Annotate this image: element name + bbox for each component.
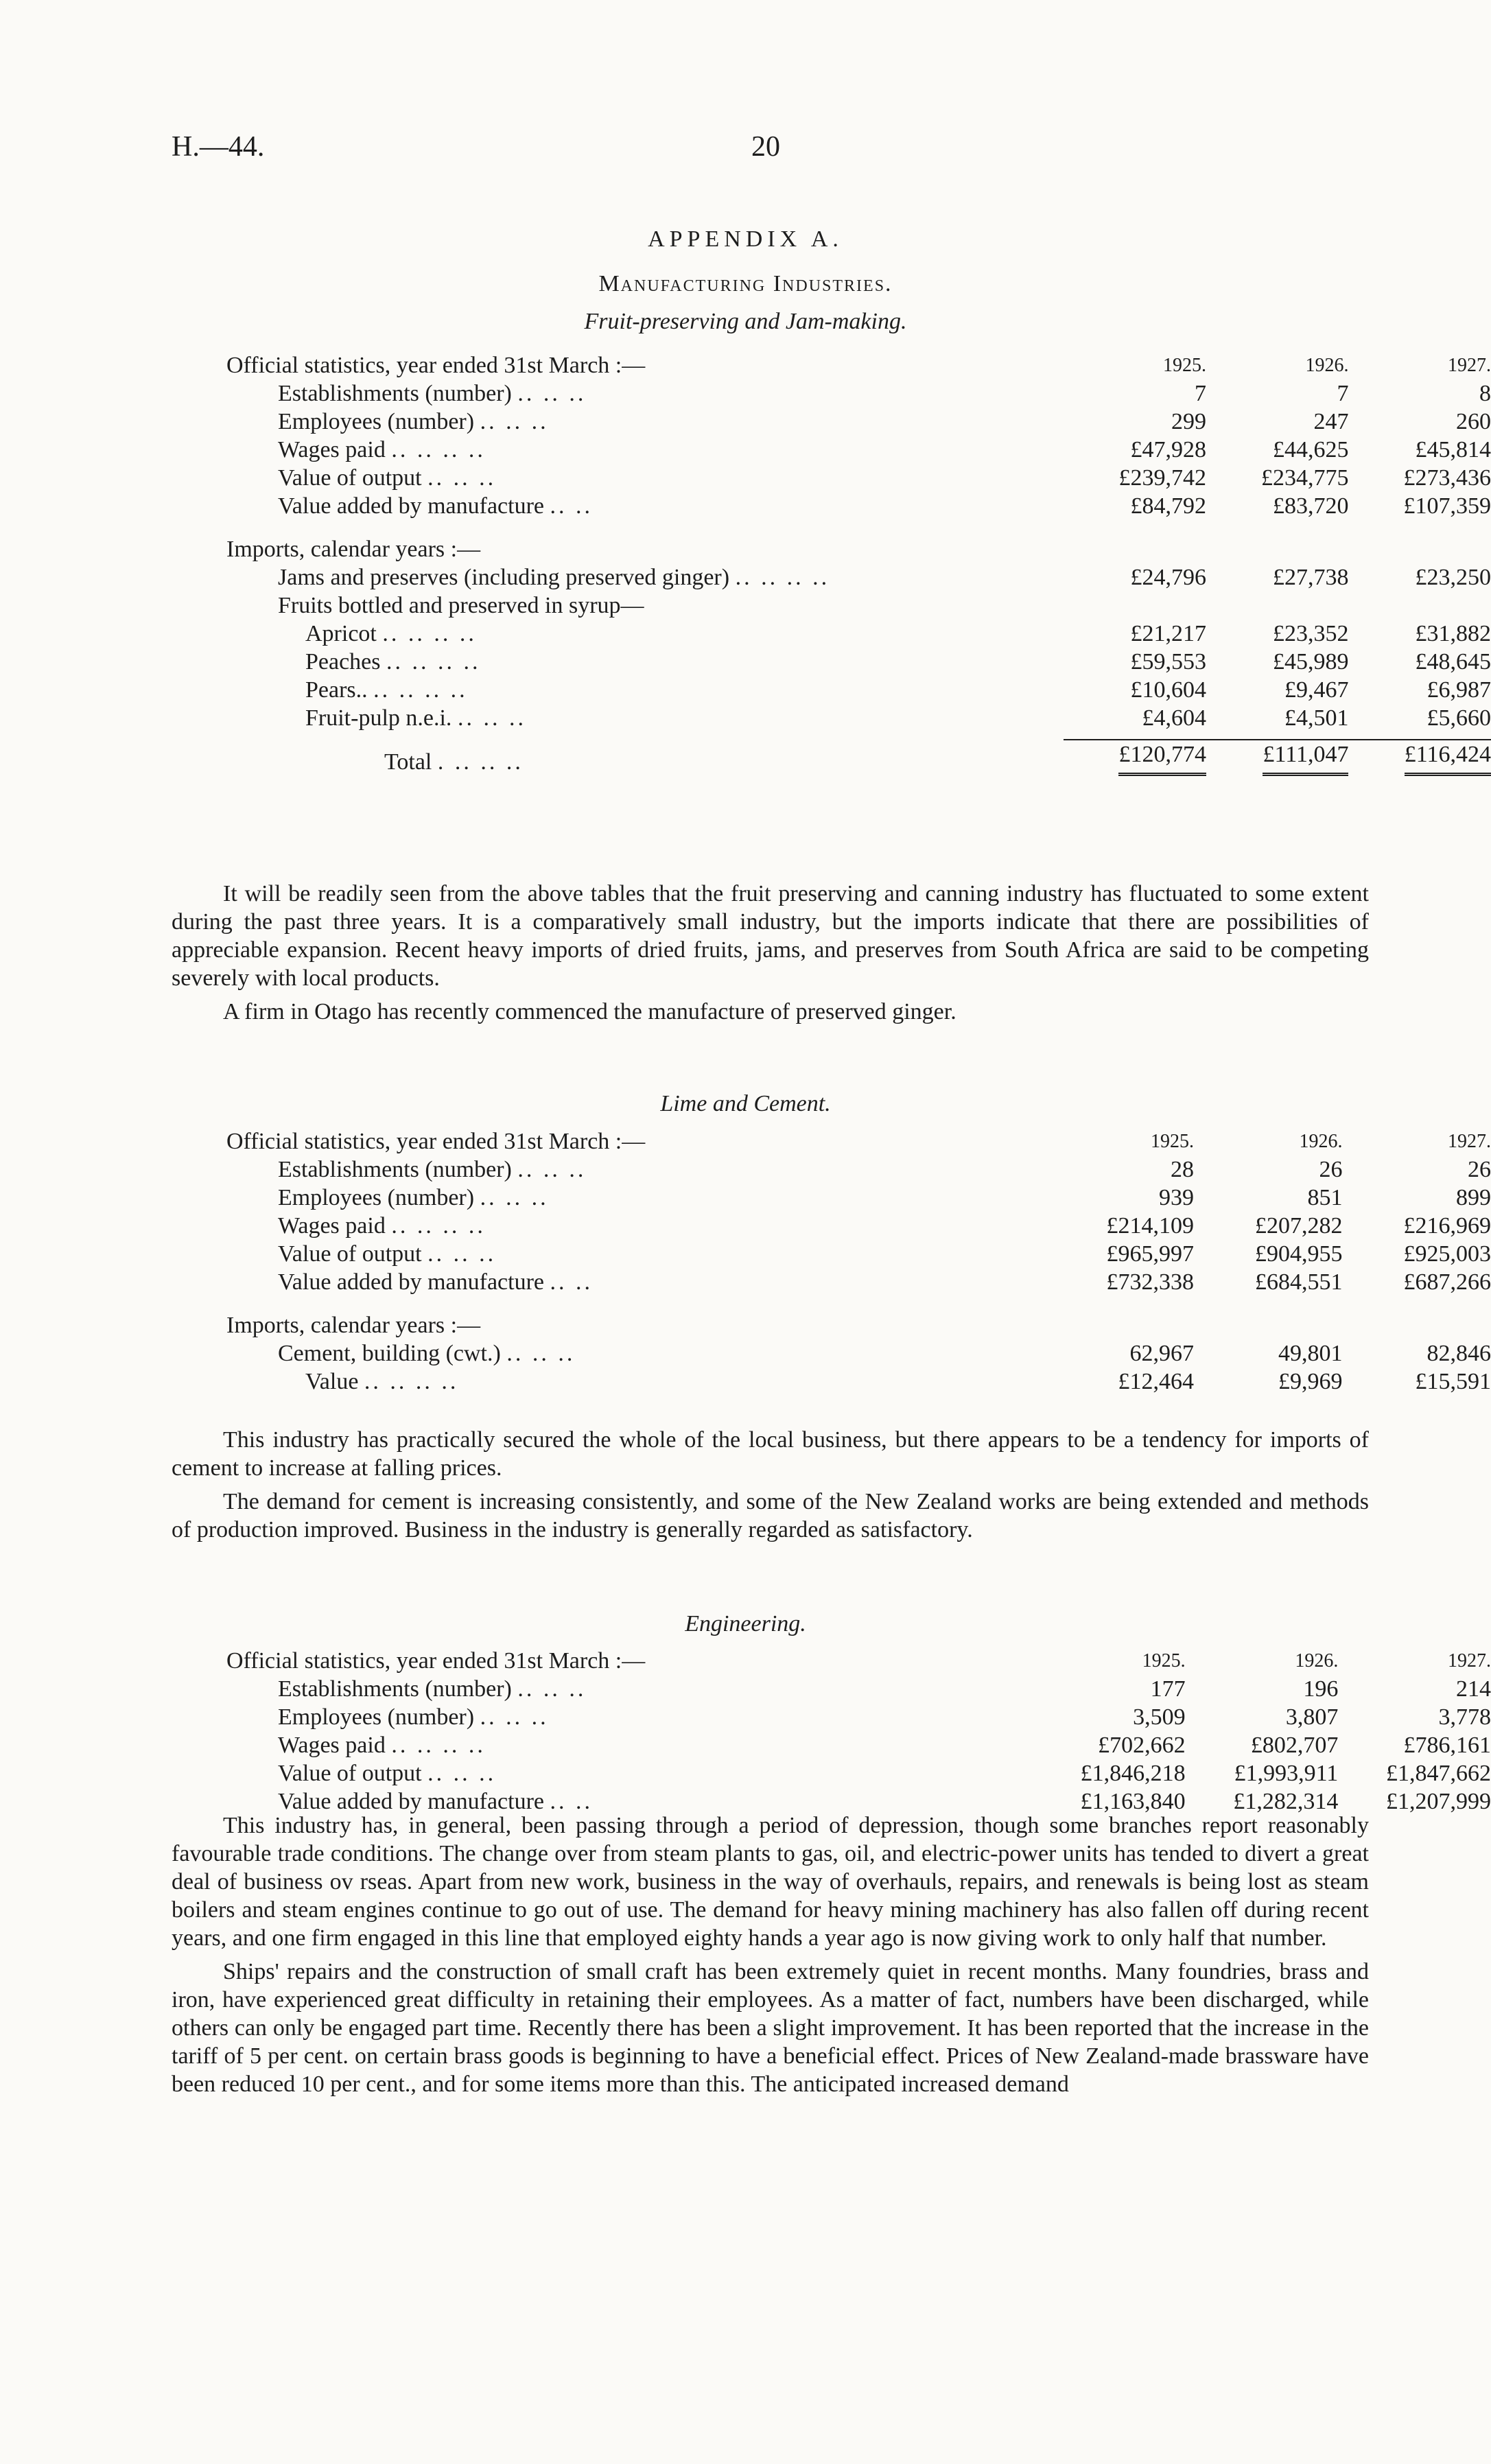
cell-value: £12,464 — [1118, 1369, 1195, 1394]
cell-value: 3,778 — [1438, 1704, 1491, 1730]
imports-heading-row — [226, 535, 1491, 563]
table-row — [226, 1703, 1491, 1731]
cell-value: £687,266 — [1403, 1269, 1491, 1295]
table-header-row — [226, 351, 1491, 379]
cell-value: 196 — [1303, 1676, 1339, 1702]
cell-value: £802,707 — [1250, 1733, 1339, 1758]
table-row — [226, 464, 1491, 492]
year-header: 1925. — [1142, 1650, 1186, 1671]
cell-value: £732,338 — [1106, 1269, 1195, 1295]
cell-value: £925,003 — [1403, 1241, 1491, 1267]
cell-value: £4,501 — [1284, 705, 1349, 731]
table-row — [226, 1268, 1491, 1296]
cell-value: £1,846,218 — [1080, 1761, 1186, 1786]
section-title: Manufacturing Industries. — [598, 271, 893, 296]
paragraph: A firm in Otago has recently commenced the manufacture of preserved ginger. — [223, 999, 956, 1024]
engineering-commentary — [172, 1811, 1369, 2104]
cell-value: 8 — [1479, 381, 1491, 406]
cell-value: £84,792 — [1130, 493, 1206, 519]
table-row — [226, 1155, 1491, 1184]
subheading-row — [226, 591, 1491, 620]
table-row — [226, 492, 1491, 520]
fruit-section-title: Fruit-preserving and Jam-making. — [584, 309, 907, 334]
leader-dots: .. .. — [550, 1789, 593, 1814]
cell-value: £1,282,314 — [1233, 1789, 1339, 1814]
leader-dots: .. .. .. — [427, 465, 497, 491]
year-header: 1926. — [1305, 355, 1349, 376]
leader-dots: . .. .. .. — [437, 749, 524, 775]
cell-value: £44,625 — [1272, 437, 1349, 462]
year-header: 1925. — [1151, 1131, 1195, 1152]
paragraph: The demand for cement is increasing consistently, and some of the New Zealand works are being extended and methods of production improved. Business in the industry is generally regarded as satisfactory. — [172, 1489, 1369, 1542]
leader-dots: .. .. .. — [480, 1704, 549, 1730]
cell-value: 26 — [1468, 1157, 1491, 1182]
cell-value: 28 — [1171, 1157, 1195, 1182]
cell-value: 247 — [1313, 409, 1349, 434]
cell-value: £273,436 — [1403, 465, 1491, 491]
cell-value: £59,553 — [1130, 649, 1206, 674]
row-label: Wages paid — [278, 1733, 386, 1758]
total-value: £116,424 — [1405, 740, 1491, 776]
row-label: Employees (number) — [278, 1704, 475, 1730]
leader-dots: .. .. .. — [517, 1676, 587, 1702]
lime-commentary — [172, 1426, 1369, 1549]
table-row — [226, 1731, 1491, 1759]
leader-dots: .. .. .. — [427, 1241, 497, 1267]
row-label: Fruit-pulp n.e.i. — [305, 705, 452, 731]
leader-dots: .. .. .. — [427, 1761, 497, 1786]
cell-value: £684,551 — [1255, 1269, 1343, 1295]
row-label: Establishments (number) — [278, 1676, 512, 1702]
table-row — [226, 1368, 1491, 1396]
cell-value: 299 — [1171, 409, 1206, 434]
cell-value: £1,847,662 — [1386, 1761, 1491, 1786]
cell-value: 62,967 — [1129, 1341, 1195, 1366]
leader-dots: .. .. .. — [517, 1157, 587, 1182]
cell-value: £27,738 — [1272, 565, 1349, 590]
fruit-commentary — [172, 880, 1369, 1031]
cell-value: £83,720 — [1272, 493, 1349, 519]
row-label: Value added by manufacture — [278, 493, 544, 519]
year-header: 1926. — [1295, 1650, 1339, 1671]
official-statistics-label: Official statistics, year ended 31st March :— — [226, 1648, 646, 1674]
leader-dots: .. .. .. .. — [735, 565, 830, 590]
row-label: Apricot — [305, 621, 377, 646]
leader-dots: .. .. .. — [517, 381, 587, 406]
appendix-title: APPENDIX A. — [648, 226, 843, 252]
leader-dots: .. .. .. — [480, 1185, 549, 1210]
table-row — [226, 620, 1491, 648]
cell-value: £23,250 — [1415, 565, 1491, 590]
row-label: Establishments (number) — [278, 1157, 512, 1182]
row-label: Value added by manufacture — [278, 1269, 544, 1295]
cell-value: £23,352 — [1272, 621, 1349, 646]
leader-dots: .. .. .. — [457, 705, 526, 731]
cell-value: 214 — [1456, 1676, 1491, 1702]
paragraph: This industry has, in general, been passing through a period of depression, though some branches report reasonably favourable trade conditions. The change over from steam plants to gas, oil, and electric-power units has tended to divert a great deal of business ov rseas. Apart from new work, business in the way of overhauls, repairs, and renewals is being lost as steam boilers and steam engines continue to go out of use. The demand for heavy mining machinery has also fallen off during recent years, and one firm engaged in this line that employed eighty hands a year ago is now giving work to only half that number. — [172, 1813, 1369, 1951]
cell-value: £904,955 — [1255, 1241, 1343, 1267]
table-row — [226, 1212, 1491, 1240]
total-value: £111,047 — [1263, 740, 1348, 776]
cell-value: 7 — [1194, 381, 1206, 406]
table-row — [226, 1339, 1491, 1368]
row-label: Value — [305, 1369, 359, 1394]
row-label: Establishments (number) — [278, 381, 512, 406]
leader-dots: .. .. .. .. — [391, 1733, 486, 1758]
table-header-row — [226, 1647, 1491, 1675]
year-header: 1927. — [1448, 1650, 1491, 1671]
row-label: Value of output — [278, 465, 422, 491]
cell-value: £9,969 — [1278, 1369, 1343, 1394]
cell-value: 26 — [1319, 1157, 1343, 1182]
cell-value: £45,814 — [1415, 437, 1491, 462]
cell-value: £31,882 — [1415, 621, 1491, 646]
row-label: Peaches — [305, 649, 381, 674]
cell-value: £207,282 — [1255, 1213, 1343, 1239]
year-header: 1926. — [1299, 1131, 1343, 1152]
cell-value: £15,591 — [1415, 1369, 1491, 1394]
cell-value: 3,807 — [1285, 1704, 1339, 1730]
paragraph: Ships' repairs and the construction of small craft has been extremely quiet in recent months. Many foundries, brass and iron, have experienced great difficulty in retaining their employees. As a matter of fact, numbers have been discharged, while others can only be engaged part time. Recently there has been a slight improvement. It has been reported that the increase in the tariff of 5 per cent. on certain brass goods is beginning to have a beneficial effect. Prices of New Zealand-made brassware have been reduced 10 per cent., and for some items more than this. The anticipated increased demand — [172, 1959, 1369, 2097]
cell-value: £48,645 — [1415, 649, 1491, 674]
cell-value: £4,604 — [1142, 705, 1206, 731]
cell-value: £24,796 — [1130, 565, 1206, 590]
cell-value: £214,109 — [1106, 1213, 1195, 1239]
table-header-row — [226, 1127, 1491, 1155]
official-statistics-label: Official statistics, year ended 31st March :— — [226, 353, 646, 378]
cell-value: £702,662 — [1098, 1733, 1186, 1758]
row-label: Jams and preserves (including preserved ginger) — [278, 565, 730, 590]
table-row — [226, 1240, 1491, 1268]
cell-value: £1,993,911 — [1234, 1761, 1339, 1786]
cell-value: £1,163,840 — [1080, 1789, 1186, 1814]
leader-dots: .. .. .. .. — [364, 1369, 459, 1394]
leader-dots: .. .. .. .. — [373, 677, 468, 703]
engineering-statistics-table — [226, 1647, 1491, 1816]
leader-dots: .. .. .. — [506, 1341, 576, 1366]
leader-dots: .. .. .. .. — [391, 437, 486, 462]
year-header: 1925. — [1162, 355, 1206, 376]
row-label: Value of output — [278, 1761, 422, 1786]
cell-value: £45,989 — [1272, 649, 1349, 674]
cell-value: £47,928 — [1130, 437, 1206, 462]
fruits-bottled-label: Fruits bottled and preserved in syrup— — [278, 593, 644, 618]
cell-value: 260 — [1456, 409, 1491, 434]
leader-dots: .. .. .. .. — [382, 621, 477, 646]
lime-section-title: Lime and Cement. — [660, 1091, 831, 1116]
total-value: £120,774 — [1118, 740, 1206, 776]
cell-value: £786,161 — [1403, 1733, 1491, 1758]
leader-dots: .. .. — [550, 493, 593, 519]
row-label: Wages paid — [278, 1213, 386, 1239]
table-row — [226, 1675, 1491, 1703]
lime-statistics-table — [226, 1127, 1491, 1396]
cell-value: 939 — [1159, 1185, 1195, 1210]
cell-value: £10,604 — [1130, 677, 1206, 703]
cell-value: £234,775 — [1260, 465, 1349, 491]
table-row — [226, 1184, 1491, 1212]
paragraph: This industry has practically secured the whole of the local business, but there appears to be a tendency for imports of cement to increase at falling prices. — [172, 1427, 1369, 1481]
row-label: Employees (number) — [278, 409, 475, 434]
table-row — [226, 676, 1491, 704]
imports-heading-row — [226, 1311, 1491, 1339]
imports-label: Imports, calendar years :— — [226, 537, 481, 562]
leader-dots: .. .. .. .. — [386, 649, 481, 674]
cell-value: 851 — [1307, 1185, 1343, 1210]
imports-label: Imports, calendar years :— — [226, 1313, 481, 1338]
cell-value: 82,846 — [1427, 1341, 1491, 1366]
year-header: 1927. — [1448, 355, 1491, 376]
table-row — [226, 408, 1491, 436]
leader-dots: .. .. .. .. — [391, 1213, 486, 1239]
cell-value: £216,969 — [1403, 1213, 1491, 1239]
cell-value: £107,359 — [1403, 493, 1491, 519]
row-label: Employees (number) — [278, 1185, 475, 1210]
cell-value: 3,509 — [1133, 1704, 1186, 1730]
leader-dots: .. .. .. — [480, 409, 549, 434]
cell-value: £239,742 — [1118, 465, 1206, 491]
cell-value: £9,467 — [1284, 677, 1349, 703]
document-reference: H.—44. — [172, 131, 265, 163]
total-label: Total — [384, 749, 432, 775]
table-row — [226, 379, 1491, 408]
cell-value: £5,660 — [1427, 705, 1491, 731]
row-label: Cement, building (cwt.) — [278, 1341, 501, 1366]
cell-value: 49,801 — [1278, 1341, 1343, 1366]
total-row — [226, 740, 1491, 776]
paragraph: It will be readily seen from the above tables that the fruit preserving and canning industry has fluctuated to some extent during the past three years. It is a comparatively small industry, but the imports indicate that there are possibilities of appreciable expansion. Recent heavy imports of dried fruits, jams, and preserves from South Africa are said to be competing severely with local products. — [172, 881, 1369, 991]
cell-value: 899 — [1456, 1185, 1491, 1210]
table-row — [226, 563, 1491, 591]
leader-dots: .. .. — [550, 1269, 593, 1295]
official-statistics-label: Official statistics, year ended 31st March :— — [226, 1129, 646, 1154]
cell-value: £21,217 — [1130, 621, 1206, 646]
year-header: 1927. — [1448, 1131, 1491, 1152]
cell-value: £965,997 — [1106, 1241, 1195, 1267]
row-label: Wages paid — [278, 437, 386, 462]
engineering-section-title: Engineering. — [685, 1611, 806, 1636]
cell-value: 7 — [1337, 381, 1349, 406]
row-label: Value added by manufacture — [278, 1789, 544, 1814]
table-row — [226, 1759, 1491, 1787]
table-row — [226, 704, 1491, 732]
fruit-statistics-table — [226, 351, 1491, 776]
row-label: Pears.. — [305, 677, 368, 703]
cell-value: £1,207,999 — [1386, 1789, 1491, 1814]
row-label: Value of output — [278, 1241, 422, 1267]
cell-value: 177 — [1150, 1676, 1186, 1702]
table-row — [226, 436, 1491, 464]
cell-value: £6,987 — [1427, 677, 1491, 703]
table-row — [226, 648, 1491, 676]
page-number: 20 — [751, 131, 780, 163]
